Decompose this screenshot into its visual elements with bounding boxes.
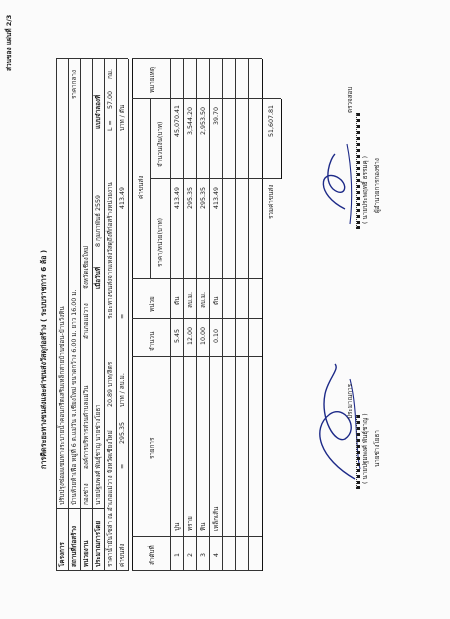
row2-price: 295.35	[187, 186, 194, 209]
l-value: 57.00	[107, 90, 114, 109]
row1-no: 1	[174, 552, 181, 557]
row1-qty: 5.45	[174, 328, 181, 343]
row1-unit: ตัน	[174, 296, 181, 305]
location-value: บ้านห้วยห้าเฟือ หมู่ที่ 6 ต.แม่วัน จ.เชียงใหม่ ขนาดกว้าง 6.00 ม. ยาว 16.00 ม.	[71, 289, 78, 505]
row4-price: 413.49	[213, 186, 220, 209]
date-value: 8 กุมภาพันธ์ 2559	[95, 195, 102, 247]
fuel-label: ราคาน้ำมันโซล่า ณ อำเภอแม่วาง จังหวัดเชียงใหม่	[107, 430, 114, 567]
row3-no: 3	[200, 552, 207, 557]
col-note: หมายเหตุ	[149, 67, 156, 93]
row3-unit: ลบ.ม.	[200, 291, 207, 308]
price-label: ราคากลาง	[71, 70, 78, 99]
col-amount: จำนวนเงิน(บาท)	[157, 121, 164, 167]
row3-qty: 10.00	[200, 326, 207, 345]
project-value: ปรับปรุงซ่อมแซมทางระบายน้ำคอนกรีตเสริมเหล็กสายบ้านซ่อน-บ้านวังหิน	[59, 306, 66, 505]
row4-no: 4	[213, 552, 220, 557]
agency-label: หน่วยงาน	[83, 540, 90, 567]
fuel-price: 20.89	[107, 388, 114, 407]
total-value: 51,607.81	[268, 104, 275, 137]
row3-item: หิน	[200, 522, 207, 531]
total-label: รวมค่าขนส่ง	[268, 184, 275, 219]
project-label: โครงการ	[59, 542, 66, 567]
district: อำเภอแม่วาง	[83, 303, 90, 339]
fuel-unit: บาท/ลิตร	[107, 361, 114, 387]
page-number: ส่วนของ แผ่นที่ 2/3	[5, 14, 13, 71]
province: จังหวัดเชียงใหม่	[83, 245, 90, 289]
right-sign-name: ( นายประพฤทธิ์ ธรรมคุ )	[362, 155, 369, 224]
col-no: ลำดับที่	[149, 545, 156, 565]
right-sign-title: ผู้อำนวยการกองช่าง	[374, 158, 381, 213]
row4-amount: 39.70	[213, 106, 220, 125]
date-label: เมื่อวันที่	[95, 266, 102, 289]
rate2-unit: บาท / ตัน	[119, 104, 126, 131]
l-label: L =	[107, 120, 114, 131]
document-title: การคิดระยะทางขนส่งและค่าขนส่งวัสดุก่อสร้าง ( ระบบราชการ 6 ล้อ )	[39, 249, 48, 469]
location-label: สถานที่ก่อสร้าง	[71, 525, 78, 567]
left-sign-role: ประมาณการ	[347, 383, 354, 419]
rate-label: ค่าขนส่ง	[119, 543, 126, 567]
rate2-value: 413.49	[119, 186, 126, 209]
l-unit: กม.	[107, 69, 114, 79]
row3-amount: 2,953.50	[200, 106, 207, 135]
rate-value: 295.35	[119, 421, 126, 444]
formula-label: แบบจำลองที่	[95, 94, 102, 129]
row2-amount: 3,544.20	[187, 106, 194, 135]
row1-price: 413.49	[174, 186, 181, 209]
left-sign-title: นายช่างโยธา	[374, 430, 381, 467]
rate2-eq: =	[119, 313, 126, 319]
estimator-label: ประมาณการโดย	[95, 520, 102, 567]
col-item: รายการ	[149, 437, 156, 459]
rate-eq: =	[119, 463, 126, 469]
agency-value: กองช่าง	[83, 483, 90, 505]
row2-qty: 12.00	[187, 326, 194, 345]
rate-unit: บาท / ลบ.ม.	[119, 373, 126, 407]
col-unit: หน่วย	[149, 296, 156, 312]
row1-amount: 45,070.41	[174, 104, 181, 137]
distance-label: ระยะทางขนส่งจากแหล่งวัสดุถึงที่ก่อสร้างหน่วยงาน	[107, 182, 114, 319]
col-qty: จำนวน	[149, 331, 156, 351]
row2-no: 2	[187, 552, 194, 557]
left-sign-name: ( นายปฐมพงศ์ พันธุ์ชาญ )	[362, 413, 369, 484]
right-sign-role: ตรวจสอบ	[347, 86, 354, 113]
col-haul: ค่าขนส่ง	[138, 175, 145, 199]
row4-unit: ตัน	[213, 296, 220, 305]
row2-item: ทราย	[187, 516, 194, 531]
col-unit-price: ราคา/หน่วย(บาท)	[157, 217, 164, 267]
row2-unit: ลบ.ม.	[187, 291, 194, 308]
estimator-value: นายปฐมพงศ์ พันธุ์ชาญ นายช่างโยธา	[95, 404, 102, 505]
row3-price: 295.35	[200, 186, 207, 209]
row4-qty: 0.10	[213, 328, 220, 343]
agency-org: องค์การบริหารส่วนตำบลแม่วิน	[83, 385, 90, 469]
row4-item: เหล็กเส้น	[213, 506, 220, 531]
row1-item: ปูน	[174, 522, 181, 531]
